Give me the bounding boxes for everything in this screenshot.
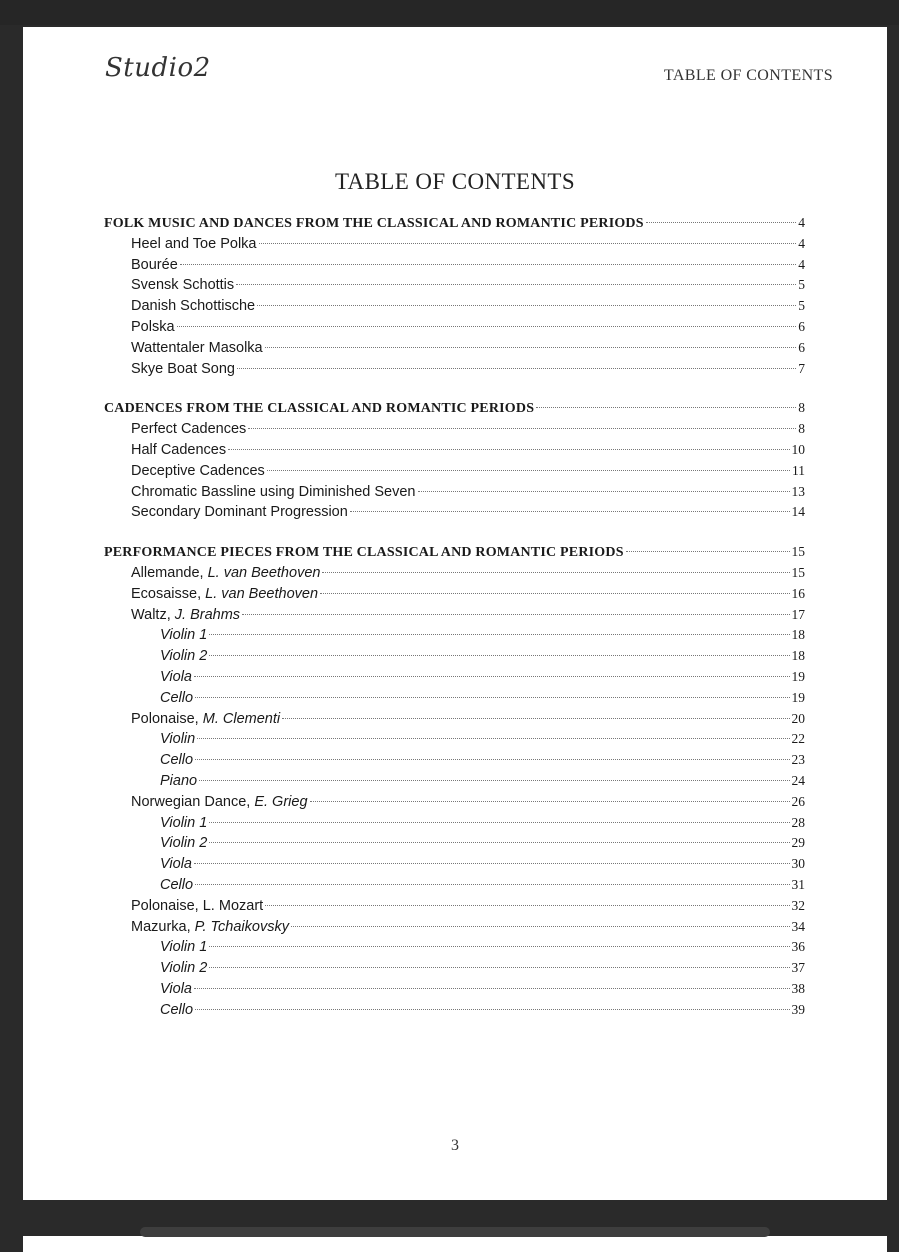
toc-entry-title xyxy=(131,319,175,335)
dot-leader xyxy=(242,614,789,615)
entry-text: Viola xyxy=(160,668,192,685)
toc-entry-title xyxy=(160,773,197,789)
toc-entry-title xyxy=(131,236,257,252)
toc-entry-title xyxy=(160,877,193,893)
toc-entry[interactable] xyxy=(104,919,805,940)
entry-text: Bourée xyxy=(131,256,178,273)
toc-entry-title xyxy=(160,669,192,685)
toc-page-number: 11 xyxy=(792,462,805,478)
entry-text: Deceptive Cadences xyxy=(131,462,265,479)
toc-page-number: 19 xyxy=(791,689,805,705)
dot-leader xyxy=(322,572,789,573)
dot-leader xyxy=(209,655,789,656)
entry-text: Violin 1 xyxy=(160,939,208,956)
document-page xyxy=(23,27,887,1200)
toc-entry-title xyxy=(131,794,308,810)
toc-entry[interactable] xyxy=(104,484,805,505)
entry-text: Chromatic Bassline using Diminished Seven xyxy=(131,483,416,500)
entry-text: Violin 2 xyxy=(160,960,208,977)
toc-entry[interactable] xyxy=(104,442,805,463)
entry-text: Wattentaler Masolka xyxy=(131,339,263,356)
toc-entry[interactable] xyxy=(104,607,805,628)
toc-entry[interactable] xyxy=(104,565,805,586)
studio2-logo: Studio2 xyxy=(105,53,211,83)
toc-entry-title xyxy=(160,856,192,872)
toc-page-number: 24 xyxy=(791,772,805,788)
toc-page-number: 8 xyxy=(798,400,805,416)
entry-text: Violin 1 xyxy=(160,627,208,644)
dot-leader xyxy=(248,428,796,429)
entry-text: Cello xyxy=(160,876,194,893)
toc-page-number: 6 xyxy=(798,318,805,334)
dot-leader xyxy=(418,491,790,492)
toc-entry[interactable] xyxy=(104,319,805,340)
dot-leader xyxy=(195,1009,789,1010)
dot-leader xyxy=(209,946,789,947)
dot-leader xyxy=(209,842,789,843)
toc-entry[interactable] xyxy=(104,504,805,525)
toc-part-entry[interactable] xyxy=(104,835,805,856)
composer-name: P. Tchaikovsky xyxy=(194,918,289,935)
viewer-top-bar xyxy=(0,0,899,25)
toc-part-entry[interactable] xyxy=(104,627,805,648)
toc-entry-title xyxy=(160,731,195,747)
toc-entry-title xyxy=(131,565,320,581)
toc-part-entry[interactable] xyxy=(104,648,805,669)
toc-page-number: 6 xyxy=(798,339,805,355)
toc-entry[interactable] xyxy=(104,463,805,484)
dot-leader xyxy=(195,697,789,698)
toc-entry-title xyxy=(131,484,416,500)
toc-page-number: 14 xyxy=(791,504,805,520)
entry-text: Violin xyxy=(160,731,196,748)
toc-entry-title xyxy=(160,1002,193,1018)
dot-leader xyxy=(236,284,796,285)
toc-page-number: 30 xyxy=(791,856,805,872)
entry-text: Cello xyxy=(160,752,194,769)
next-page-edge xyxy=(23,1236,887,1252)
dot-leader xyxy=(626,551,790,552)
toc-part-entry[interactable] xyxy=(104,815,805,836)
entry-text: CADENCES FROM THE CLASSICAL AND ROMANTIC PERIODS xyxy=(104,401,535,417)
toc-entry-title xyxy=(104,401,534,417)
composer-name: J. Brahms xyxy=(174,606,241,623)
entry-text: Violin 2 xyxy=(160,648,208,665)
entry-text: Heel and Toe Polka xyxy=(131,235,257,252)
toc-part-entry[interactable] xyxy=(104,1002,805,1023)
toc-page-number: 22 xyxy=(791,731,805,747)
toc-entry-title xyxy=(131,711,280,727)
toc-entry-title xyxy=(160,981,192,997)
toc-entry[interactable] xyxy=(104,340,805,361)
toc-page-number: 31 xyxy=(791,876,805,892)
toc-entry-title xyxy=(104,216,644,232)
dot-leader xyxy=(194,676,790,677)
toc-entry-title xyxy=(160,752,193,768)
toc-page-number: 39 xyxy=(791,1001,805,1017)
toc-entry-title xyxy=(160,690,193,706)
entry-text: FOLK MUSIC AND DANCES FROM THE CLASSICAL AND ROMANTIC PERIODS xyxy=(104,216,644,231)
entry-text: Cello xyxy=(160,689,194,706)
dot-leader xyxy=(320,593,789,594)
toc-page-number: 15 xyxy=(791,544,805,560)
toc-entry-title xyxy=(131,361,235,377)
toc-entry[interactable] xyxy=(104,257,805,278)
dot-leader xyxy=(265,347,797,348)
toc-page-number: 38 xyxy=(791,980,805,996)
dot-leader xyxy=(209,822,789,823)
toc-entry-title xyxy=(160,960,207,976)
toc-page-number: 36 xyxy=(791,939,805,955)
toc-entry[interactable] xyxy=(104,794,805,815)
running-header: TABLE OF CONTENTS xyxy=(663,67,833,84)
toc-entry-title xyxy=(131,277,234,293)
toc-entry-title xyxy=(160,627,207,643)
toc-page-number: 15 xyxy=(791,564,805,580)
toc-part-entry[interactable] xyxy=(104,690,805,711)
toc-entry-title xyxy=(160,648,207,664)
toc-entry[interactable] xyxy=(104,277,805,298)
toc-page-number: 10 xyxy=(791,441,805,457)
toc-page-number: 5 xyxy=(798,298,805,314)
toc-part-entry[interactable] xyxy=(104,877,805,898)
toc-page-number: 7 xyxy=(798,360,805,376)
toc-page-number: 4 xyxy=(798,215,805,230)
toc-entry-title xyxy=(131,586,318,602)
toc-page-number: 37 xyxy=(791,960,805,976)
toc-entry-title xyxy=(131,340,263,356)
toc-entry-title xyxy=(131,421,246,437)
dot-leader xyxy=(267,470,790,471)
toc-part-entry[interactable] xyxy=(104,960,805,981)
toc-entry-title xyxy=(160,815,207,831)
toc-page-number: 18 xyxy=(791,627,805,643)
toc-page-number: 26 xyxy=(791,793,805,809)
toc-entry-title xyxy=(131,898,263,914)
toc-page-number: 19 xyxy=(791,668,805,684)
entry-text: Svensk Schottis xyxy=(131,277,235,294)
entry-text: Half Cadences xyxy=(131,441,227,458)
toc-entry-title xyxy=(131,607,240,623)
dot-leader xyxy=(194,863,790,864)
dot-leader xyxy=(237,368,796,369)
entry-text: Mazurka, xyxy=(131,918,195,935)
dot-leader xyxy=(350,511,790,512)
toc-page-number: 18 xyxy=(791,648,805,664)
dot-leader xyxy=(194,988,790,989)
entry-text: Ecosaisse, xyxy=(131,585,206,602)
toc-page-number: 8 xyxy=(798,421,805,437)
entry-text: Allemande, xyxy=(131,564,208,581)
dot-leader xyxy=(180,264,796,265)
dot-leader xyxy=(646,222,797,223)
toc-entry-title xyxy=(131,257,178,273)
toc-part-entry[interactable] xyxy=(104,856,805,877)
toc-part-entry[interactable] xyxy=(104,752,805,773)
toc-entry-title xyxy=(160,939,207,955)
entry-text: PERFORMANCE PIECES FROM THE CLASSICAL AND ROMANTIC PERIODS xyxy=(104,545,624,561)
dot-leader xyxy=(257,305,796,306)
toc-page-number: 34 xyxy=(791,918,805,934)
entry-text: Violin 1 xyxy=(160,814,208,831)
dot-leader xyxy=(228,449,789,450)
composer-name: E. Grieg xyxy=(254,793,308,810)
dot-leader xyxy=(177,326,797,327)
entry-text: Waltz, xyxy=(131,606,175,623)
page-number: 3 xyxy=(451,1137,459,1154)
toc-section-heading[interactable] xyxy=(104,400,805,421)
toc-entry[interactable] xyxy=(104,298,805,319)
toc-page-number: 20 xyxy=(791,710,805,726)
toc-page-number: 4 xyxy=(798,235,805,251)
toc-entry[interactable] xyxy=(104,236,805,257)
toc-entry-title xyxy=(131,298,255,314)
composer-name: L. van Beethoven xyxy=(205,585,319,602)
dot-leader xyxy=(282,718,789,719)
dot-leader xyxy=(199,780,789,781)
entry-text: Violin 2 xyxy=(160,835,208,852)
entry-text: Danish Schottische xyxy=(131,298,256,315)
entry-text: Viola xyxy=(160,856,192,873)
toc-part-entry[interactable] xyxy=(104,981,805,1002)
dot-leader xyxy=(536,407,796,408)
toc-entry-title xyxy=(160,835,207,851)
dot-leader xyxy=(195,759,789,760)
toc-page-number: 4 xyxy=(798,256,805,272)
entry-text: Polonaise, xyxy=(131,710,203,727)
toc-page-number: 32 xyxy=(791,897,805,913)
dot-leader xyxy=(209,634,789,635)
entry-text: Cello xyxy=(160,1001,194,1018)
composer-name: M. Clementi xyxy=(202,710,281,727)
table-of-contents xyxy=(104,215,805,1022)
horizontal-scrollbar[interactable] xyxy=(140,1227,770,1237)
toc-page-number: 29 xyxy=(791,835,805,851)
toc-section-heading[interactable] xyxy=(104,215,805,236)
toc-entry[interactable] xyxy=(104,421,805,442)
toc-entry[interactable] xyxy=(104,711,805,732)
entry-text: Viola xyxy=(160,980,192,997)
toc-section-heading[interactable] xyxy=(104,544,805,565)
toc-page-number: 28 xyxy=(791,814,805,830)
entry-text: Polonaise, L. Mozart xyxy=(131,897,264,914)
toc-entry-title xyxy=(104,545,624,561)
dot-leader xyxy=(197,738,789,739)
dot-leader xyxy=(209,967,789,968)
toc-page-number: 17 xyxy=(791,606,805,622)
toc-entry-title xyxy=(131,504,348,520)
entry-text: Piano xyxy=(160,772,198,789)
page-title: TABLE OF CONTENTS xyxy=(334,169,576,194)
dot-leader xyxy=(265,905,789,906)
toc-entry-title xyxy=(131,442,226,458)
toc-entry-title xyxy=(131,463,265,479)
entry-text: Polska xyxy=(131,318,175,335)
toc-part-entry[interactable] xyxy=(104,731,805,752)
entry-text: Secondary Dominant Progression xyxy=(131,504,348,521)
dot-leader xyxy=(291,926,790,927)
toc-page-number: 23 xyxy=(791,752,805,768)
toc-entry[interactable] xyxy=(104,898,805,919)
dot-leader xyxy=(259,243,797,244)
composer-name: L. van Beethoven xyxy=(207,564,321,581)
dot-leader xyxy=(310,801,790,802)
entry-text: Norwegian Dance, xyxy=(131,793,255,810)
toc-part-entry[interactable] xyxy=(104,939,805,960)
toc-part-entry[interactable] xyxy=(104,669,805,690)
toc-page-number: 5 xyxy=(798,277,805,293)
entry-text: Skye Boat Song xyxy=(131,360,235,377)
toc-entry[interactable] xyxy=(104,361,805,382)
entry-text: Perfect Cadences xyxy=(131,421,247,438)
dot-leader xyxy=(195,884,789,885)
toc-entry[interactable] xyxy=(104,586,805,607)
toc-page-number: 16 xyxy=(791,585,805,601)
toc-page-number: 13 xyxy=(791,483,805,499)
toc-entry-title xyxy=(131,919,289,935)
toc-part-entry[interactable] xyxy=(104,773,805,794)
